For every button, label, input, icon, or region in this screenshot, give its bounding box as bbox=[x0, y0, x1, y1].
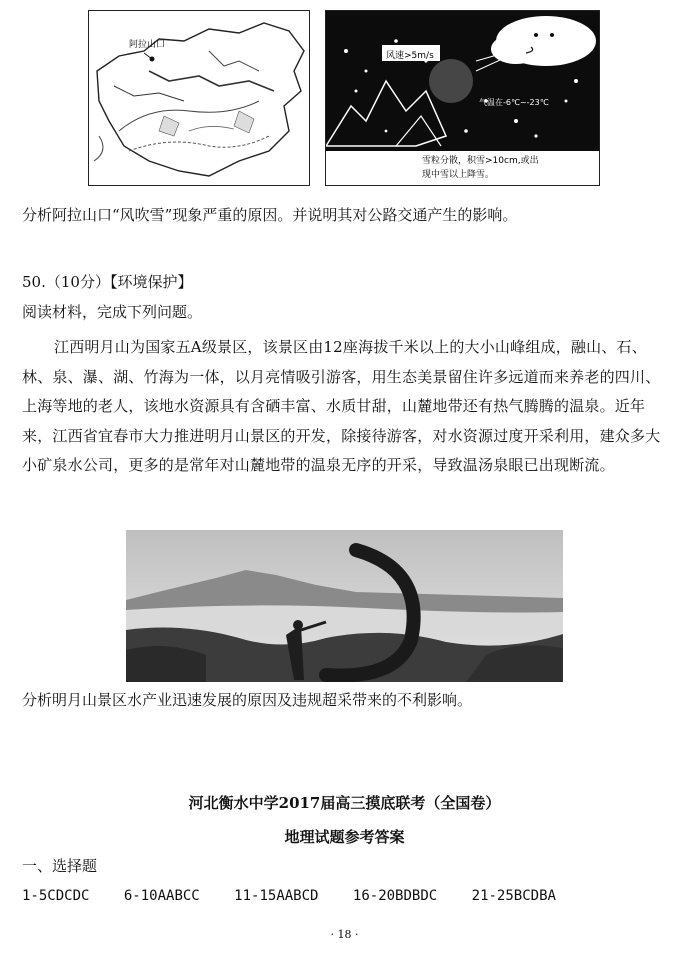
q50-material-text: 江西明月山为国家五A级景区，该景区由12座海拔千米以上的大小山峰组成，融山、石、林、泉、瀑、湖、竹海为一体，以月亮情吸引游客，用生态美景留住许多远道而来养老的四川、上海等地的老人，该地水资源具有含硒丰富、水质甘甜，山麓地带还有热气腾腾的温泉。近年来，江西省宜春市大力推进明月山景区的开发，除接待游客，对水资源过度开采利用，建众多大小矿泉水公司，更多的是常年对山麓地带的温泉无序的开采，导致温汤泉眼已出现断流。 bbox=[22, 338, 661, 474]
wind-speed-label: 风速>5m/s bbox=[386, 51, 434, 61]
q50-question: 分析明月山景区水产业迅速发展的原因及违规超采带来的不利影响。 bbox=[22, 691, 473, 709]
q50-heading: 50.（10分）【环境保护】 bbox=[22, 273, 193, 291]
snow-caption-line2: 现中雪以上降雪。 bbox=[422, 170, 495, 180]
answer-key-subtitle: 地理试题参考答案 bbox=[284, 828, 405, 846]
answer-group: 1-5CDCDC bbox=[22, 888, 90, 904]
answer-group: 11-15AABCD bbox=[234, 888, 319, 904]
q49-question: 分析阿拉山口“风吹雪”现象严重的原因。并说明其对公路交通产生的影响。 bbox=[22, 206, 518, 224]
answer-list bbox=[22, 888, 582, 904]
map-drawing bbox=[89, 11, 309, 185]
answer-group: 16-20BDBDC bbox=[352, 888, 438, 904]
answer-section-heading: 一、选择题 bbox=[22, 857, 98, 875]
temperature-label: 气温在-6℃~-23℃ bbox=[479, 98, 549, 107]
q50-material bbox=[22, 333, 668, 481]
snow-caption-line1: 雪粒分散，积雪>10cm,或出 bbox=[422, 156, 539, 166]
answer-group: 21-25BCDBA bbox=[471, 888, 556, 904]
answer-group: 6-10AABCC bbox=[123, 888, 200, 904]
answer-key-title: 河北衡水中学2017届高三摸底联考（全国卷） bbox=[188, 794, 501, 812]
map-label: 阿拉山口 bbox=[129, 40, 166, 50]
page-number: · 18 · bbox=[330, 928, 359, 941]
map-figure bbox=[88, 10, 310, 186]
q50-instruction: 阅读材料，完成下列问题。 bbox=[22, 303, 203, 321]
photo-drawing bbox=[126, 530, 563, 682]
mingyue-photo bbox=[126, 530, 563, 682]
snow-figure bbox=[325, 10, 600, 186]
